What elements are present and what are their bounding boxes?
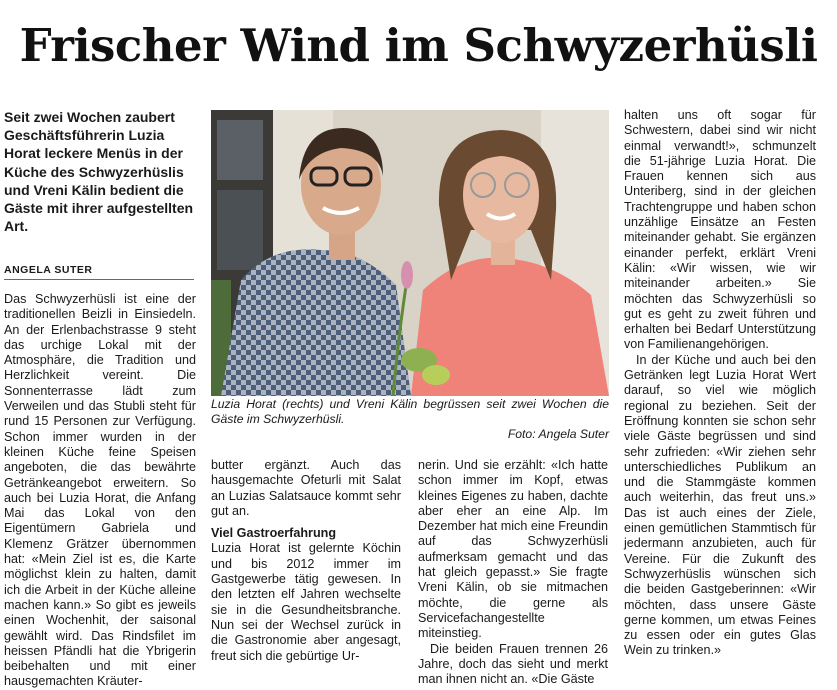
article-column-2 [211,458,401,664]
lead-paragraph: Seit zwei Wochen zaubert Geschäftsführerin Luzia Horat leckere Menüs in der Küche des Schwyzerhüslis und Vreni Kälin bedient die Gäste mit ihrer aufgestellten Art. [4,109,194,235]
article-column-4 [624,108,816,659]
column-4-paragraph-1: halten uns oft sogar für Schwestern, dabei sind wir nicht einmal verwandt!», schmunzelt die 51-jährige Luzia Horat. Die Frauen kennen sich aus Unteriberg, sind in der gleichen Trachtengruppe und haben schon unzählige Einsätze an Festen miteinander gehabt. Sie ergänzen einander perfekt, erklärt Vreni Kälin: «Wir wissen, wie wir miteinander arbeiten.» Sie möchten das Schwyzerhüsli so gut es geht zu zweit führen und erhalten bei Bedarf Unterstützung von Familienangehörigen. [624,108,816,352]
column-3-paragraph-1: nerin. Und sie erzählt: «Ich hatte schon immer im Kopf, etwas kleines Eigenes zu haben, dachte aber eher an eine Alp. Im Dezember hat mich eine Freundin auf das Schwyzerhüsli aufmerksam gemacht und das hat gleich gepasst.» Sie fragte Vreni Kälin, ob sie mitmachen möchte, die gerne als Servicefachangestellte miteinstieg. [418,458,608,641]
column-3-paragraph-2: Die beiden Frauen trennen 26 Jahre, doch das sieht und merkt man ihnen nicht an. «Die Gäste [418,641,608,687]
article-photo [211,110,609,396]
column-2-paragraph-1: butter ergänzt. Auch das hausgemachte Ofeturli mit Salat an Luzias Salatsauce kommt sehr gut an. [211,458,401,518]
subheading: Viel Gastroerfahrung [211,526,337,541]
article-column-3 [418,458,608,687]
photo-illustration [211,110,609,396]
article-column-1 [4,292,196,690]
photo-credit: Foto: Angela Suter [507,427,609,442]
photo-caption-text: Luzia Horat (rechts) und Vreni Kälin begrüssen seit zwei Wochen die Gäste im Schwyzerhüsli. [211,397,609,427]
column-4-paragraph-2: In der Küche und auch bei den Getränken legt Luzia Horat Wert darauf, so viel wie möglich regional zu beziehen. Seit der Eröffnung konnten sie schon sehr viele Gäste begrüssen und sind sehr zufrieden: «Wir ziehen sehr unterschiedliches Publikum an und die Stammgäste kommen auch weiterhin, das freut uns.» Das ist auch eines der Ziele, einen gemütlichen Stammtisch für jedermann anzubieten, auch für Vereine. Für die Zukunft des Schwyzerhüslis wünschen sich die beiden Gastgeberinnen: «Wir möchten, dass unsere Gäste gerne kommen, um etwas Feines zu essen oder ein gutes Glas Wein zu trinken.» [624,352,816,658]
column-1-paragraph: Das Schwyzerhüsli ist eine der traditionellen Beizli in Einsiedeln. An der Erlenbachstrasse 9 steht das urchige Lokal mit der Atmosphäre, die Tradition und Herzlichkeit vereint. Die Sonnenterrasse lädt zum Verweilen und das Stubli steht für rund 15 Personen zur Verfügung. Schon immer wurden in der kleinen Küche feine Speisen angeboten, die das bewährte Getränkeangebot erweitern. So auch bei Luzia Horat, die Anfang Mai das Lokal von den Eigentümern Gabriela und Klemenz Grätzer übernommen hat: «Mein Ziel ist es, die Karte möglichst klein zu halten, damit ich die Arbeit in der Küche alleine machen kann.» So gibt es jeweils einen Wochenhit, der saisonal gewählt wird. Das Rindsfilet im heissen Pfändli hat die Ybrigerin beibehalten und mit einer hausgemachten Kräuter- [4,292,196,689]
photo-caption [211,397,609,443]
column-2-paragraph-2: Luzia Horat ist gelernte Köchin und bis 2012 immer im Gastgewerbe tätig gewesen. In den letzten elf Jahren wechselte sie in die Gesundheitsbranche. Nun sei der Wechsel zurück in die Gastronomie aber angesagt, freut sich die gebürtige Ur- [211,541,401,663]
author-byline: ANGELA SUTER [4,264,194,280]
headline: Frischer Wind im Schwyzerhüsli [19,19,818,72]
